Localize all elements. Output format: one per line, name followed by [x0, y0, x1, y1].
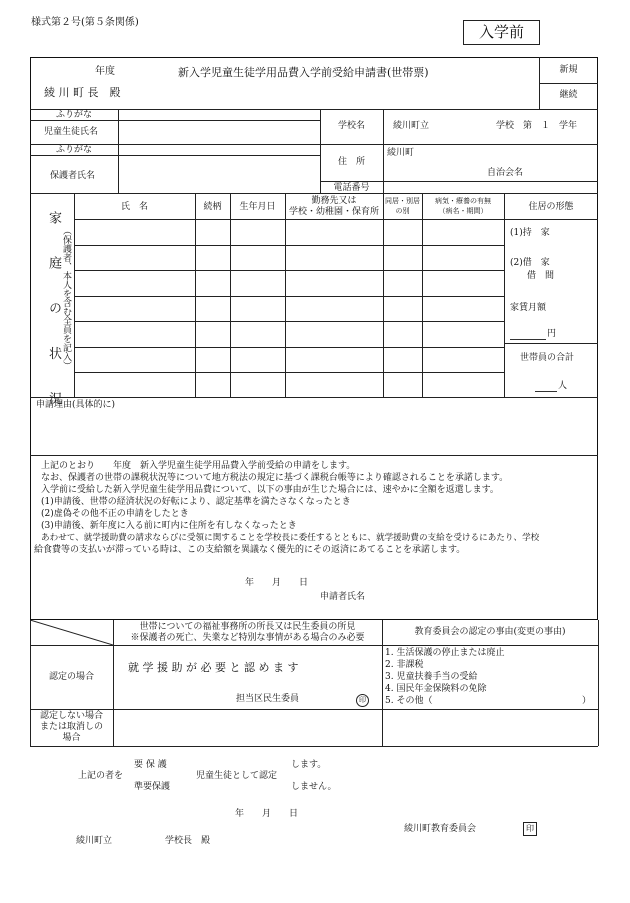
people-unit: 人 [558, 381, 568, 391]
guardian-name-label: 保護者氏名 [50, 171, 96, 181]
family-side-label: 家 庭 の 状 況 [46, 211, 61, 419]
child-name-label: 児童生徒氏名 [44, 127, 99, 137]
year-label: 年度 [95, 66, 115, 77]
pledge-line-1: 上記のとおり 年度 新入学児童生徒学用品費入学前受給の申請をします。 [41, 461, 356, 471]
form-title: 新入学児童生徒学用品費入学前受給申請書(世帯票) [178, 66, 429, 79]
members-label: 世帯員の合計 [520, 353, 575, 363]
reason-2[interactable]: 2. 非課税 [385, 660, 424, 670]
pledge-date: 年 月 日 [245, 578, 309, 588]
header-cohab1: 同居・別居 [385, 197, 420, 205]
form-number: 様式第２号(第５条関係) [31, 17, 139, 28]
furigana-child: ふりがな [55, 110, 92, 120]
jichikai-label: 自治会名 [487, 168, 524, 178]
school-town: 綾川町立 [76, 836, 113, 846]
header-relation: 続柄 [203, 202, 222, 212]
committee-label: 担当区民生委員 [236, 694, 300, 704]
committee-seal: 印 [356, 694, 369, 707]
reason-1[interactable]: 1. 生活保護の停止または廃止 [385, 648, 505, 658]
board-name: 綾川町教育委員会 [404, 824, 477, 834]
school-grade: 学校 第 １ 学年 [496, 121, 578, 131]
decision-prefix: 上記の者を [78, 771, 124, 781]
need-protection[interactable]: 要 保 護 [134, 760, 167, 770]
header-work1: 勤務先又は [311, 196, 357, 206]
pledge-line-4: (1)申請後、世帯の経済状況の好転により、認定基準を満たさなくなったとき [41, 497, 351, 507]
yen-unit: 円 [547, 329, 557, 339]
reason-4[interactable]: 4. 国民年金保険料の免除 [385, 684, 487, 694]
school-name-label: 学校名 [337, 121, 365, 131]
housing-rent-room: 借 間 [527, 271, 555, 281]
pledge-line-2: なお、保護者の世帯の課税状況等について地方税法の規定に基づく課税台帳等により確認されることを承諾します。 [41, 473, 509, 483]
housing-own: (1)持 家 [510, 228, 550, 238]
will-not-certify[interactable]: しません。 [291, 782, 337, 792]
reason-5-close: ） [582, 696, 592, 706]
type-new[interactable]: 新規 [559, 65, 578, 75]
reason-3[interactable]: 3. 児童扶養手当の受給 [385, 672, 478, 682]
approve-label: 認定の場合 [48, 672, 94, 682]
header-work2: 学校・幼稚園・保育所 [288, 207, 379, 217]
type-continue[interactable]: 継続 [559, 90, 578, 100]
pledge-line-6: (3)申請後、新年度に入る前に町内に住所を有しなくなったとき [41, 521, 297, 531]
opinion-note: ※保護者の死亡、失業など特別な事情がある場合のみ必要 [130, 633, 365, 643]
header-name: 氏 名 [120, 202, 148, 212]
pledge-line-3: 入学前に受給した新入学児童生徒学用品費について、以下の事由が生じた場合には、速やかに全額を返還します。 [41, 485, 499, 495]
decision-date: 年 月 日 [235, 809, 299, 819]
header-illness1: 病気・療養の有無 [435, 197, 491, 205]
applicant-label: 申請者氏名 [320, 592, 366, 602]
address-label: 住 所 [337, 157, 365, 167]
family-side-note: （保護者、本人を含む全員を記入） [61, 226, 71, 370]
addressee: 綾 川 町 長 殿 [44, 86, 121, 99]
furigana-guardian: ふりがな [55, 145, 92, 155]
address-value: 綾川町 [387, 148, 415, 158]
phone-label: 電話番号 [333, 183, 370, 193]
reason-5[interactable]: 5. その他（ [385, 696, 433, 706]
school-prefix: 綾川町立 [393, 121, 430, 131]
header-housing: 住居の形態 [528, 202, 574, 212]
pledge-line-7: あわせて、就学援助費の請求ならびに受領に関することを学校長に委任するとともに、就学援助費の支給を受けるにあたり、学校 [41, 533, 540, 543]
deny-label-3: 場合 [62, 733, 81, 743]
pledge-line-8: 給食費等の支払いが滞っている時は、この支給額を異議なく優先的にその返済にあてることを承諾します。 [34, 545, 466, 555]
header-illness2: （病名・期間） [438, 207, 488, 215]
header-cohab2: の別 [395, 207, 410, 215]
housing-rent: (2)借 家 [510, 258, 550, 268]
pledge-line-5: (2)虚偽その他不正の申請をしたとき [41, 509, 189, 519]
board-reason-title: 教育委員会の認定の事由(変更の事由) [414, 627, 566, 637]
reason-label: 申請理由(具体的に) [36, 400, 116, 410]
will-certify[interactable]: します。 [291, 760, 327, 770]
badge-pre-admission: 入学前 [463, 20, 540, 45]
approve-text: 就 学 援 助 が 必 要 と 認 め ま す [128, 661, 299, 674]
rent-fee-label: 家賃月額 [510, 303, 547, 313]
opinion-title: 世帯についての福祉事務所の所長又は民生委員の所見 [139, 622, 356, 632]
header-birthdate: 生年月日 [239, 202, 276, 212]
principal: 学校長 殿 [165, 836, 211, 846]
diagonal-slash [30, 620, 113, 645]
deny-label-2: または取消しの [39, 722, 103, 732]
board-seal: 印 [523, 822, 537, 836]
decision-mid: 児童生徒として認定 [196, 771, 278, 781]
semi-protection[interactable]: 準要保護 [134, 782, 171, 792]
deny-label-1: 認定しない場合 [39, 711, 103, 721]
